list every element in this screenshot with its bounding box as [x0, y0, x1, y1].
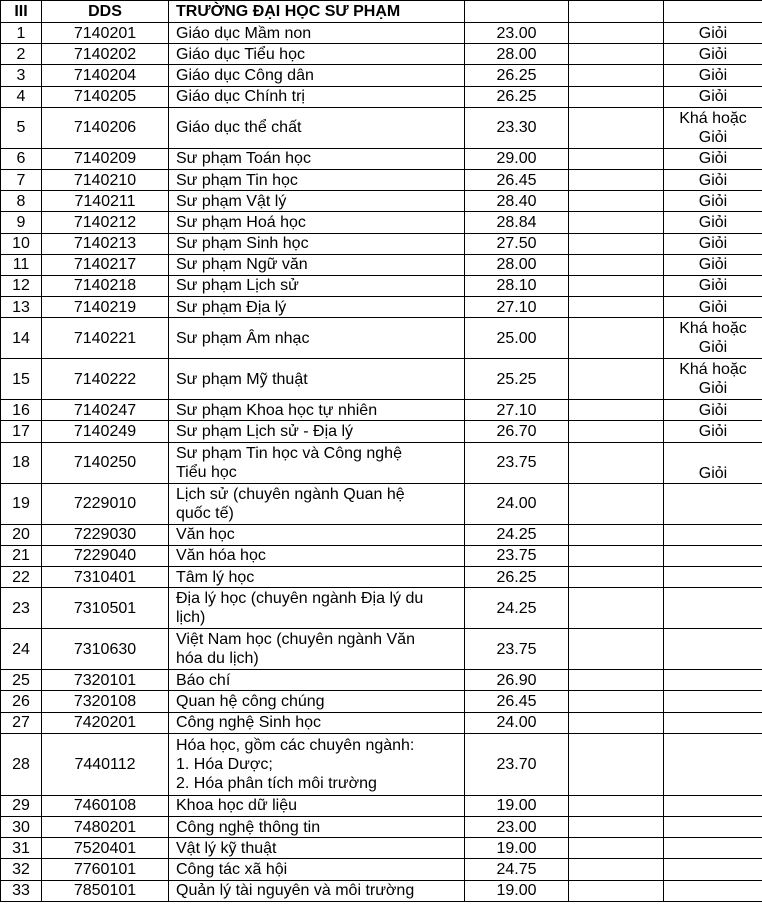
row-rank: [664, 712, 762, 733]
row-rank: [664, 691, 762, 712]
row-major-name: [169, 816, 465, 837]
row-major-name: [169, 212, 465, 233]
row-blank: [569, 442, 664, 483]
major-name-line: Sư phạm Toán học: [176, 150, 311, 168]
row-score: 28.10: [465, 275, 569, 296]
table-row: [1, 297, 762, 318]
major-name-line: Giáo dục Công dân: [176, 66, 314, 84]
row-stt: 3: [1, 65, 42, 86]
table-row: [1, 107, 762, 148]
row-major-name: [169, 545, 465, 566]
row-code: 7140218: [42, 275, 169, 296]
row-blank: [569, 191, 664, 212]
major-name-line: Sư phạm Địa lý: [176, 298, 287, 316]
row-code: 7140217: [42, 254, 169, 275]
row-code: 7140213: [42, 233, 169, 254]
row-code: 7140221: [42, 318, 169, 359]
row-rank: Giỏi: [664, 148, 762, 169]
row-code: 7140250: [42, 442, 169, 483]
table-row: [1, 233, 762, 254]
row-rank: [664, 588, 762, 629]
major-name-line: Văn hóa học: [176, 547, 266, 565]
major-name-line: Văn học: [176, 526, 235, 544]
row-blank: [569, 691, 664, 712]
major-name-line: Sư phạm Mỹ thuật: [176, 370, 308, 388]
major-name-line: Sư phạm Lịch sử: [176, 277, 299, 295]
row-code: 7760101: [42, 859, 169, 880]
table-row: [1, 86, 762, 107]
row-rank: Giỏi: [664, 400, 762, 421]
row-stt: 10: [1, 233, 42, 254]
table-row: [1, 65, 762, 86]
table-row: [1, 169, 762, 190]
row-stt: 32: [1, 859, 42, 880]
table-row: [1, 275, 762, 296]
row-blank: [569, 483, 664, 524]
row-rank: Khá hoặc Giỏi: [664, 107, 762, 148]
row-stt: 6: [1, 148, 42, 169]
row-major-name: [169, 107, 465, 148]
major-name-line: Công nghệ thông tin: [176, 818, 321, 836]
row-stt: 27: [1, 712, 42, 733]
row-score: 24.00: [465, 483, 569, 524]
row-rank: [664, 880, 762, 901]
table-row: [1, 816, 762, 837]
row-rank: [664, 629, 762, 670]
major-name-line: Việt Nam học (chuyên ngành Văn: [176, 631, 415, 649]
table-row: [1, 795, 762, 816]
row-rank: Khá hoặc Giỏi: [664, 318, 762, 359]
row-blank: [569, 23, 664, 44]
row-rank: Giỏi: [664, 86, 762, 107]
row-score: 26.90: [465, 670, 569, 691]
row-stt: 17: [1, 421, 42, 442]
major-name-line: Khoa học dữ liệu: [176, 797, 298, 815]
table-row: [1, 23, 762, 44]
row-blank: [569, 524, 664, 545]
row-rank: [664, 859, 762, 880]
row-code: 7320108: [42, 691, 169, 712]
row-stt: 15: [1, 359, 42, 400]
row-stt: 8: [1, 191, 42, 212]
row-stt: 1: [1, 23, 42, 44]
table-row: [1, 254, 762, 275]
row-score: 28.00: [465, 44, 569, 65]
major-name-line: Hóa học, gồm các chuyên ngành:: [176, 736, 415, 754]
row-major-name: [169, 795, 465, 816]
row-rank: [664, 524, 762, 545]
row-score: 23.00: [465, 23, 569, 44]
row-blank: [569, 733, 664, 795]
row-blank: [569, 86, 664, 107]
row-code: 7140249: [42, 421, 169, 442]
major-name-line: hóa du lịch): [176, 650, 259, 668]
row-stt: 25: [1, 670, 42, 691]
row-stt: 13: [1, 297, 42, 318]
row-blank: [569, 421, 664, 442]
row-major-name: [169, 65, 465, 86]
header-blank: [569, 1, 664, 23]
major-name-line: Địa lý học (chuyên ngành Địa lý du: [176, 590, 424, 608]
row-code: 7310501: [42, 588, 169, 629]
row-rank: [664, 545, 762, 566]
row-rank: Giỏi: [664, 442, 762, 483]
row-stt: 21: [1, 545, 42, 566]
row-major-name: [169, 44, 465, 65]
table-row: [1, 670, 762, 691]
row-major-name: [169, 297, 465, 318]
major-name-line: 1. Hóa Dược;: [176, 755, 273, 773]
row-code: 7420201: [42, 712, 169, 733]
row-code: 7229030: [42, 524, 169, 545]
row-score: 28.00: [465, 254, 569, 275]
row-score: 26.45: [465, 169, 569, 190]
row-major-name: [169, 400, 465, 421]
row-code: 7229010: [42, 483, 169, 524]
table-row: [1, 838, 762, 859]
row-blank: [569, 838, 664, 859]
row-major-name: [169, 670, 465, 691]
row-code: 7310630: [42, 629, 169, 670]
row-score: 26.25: [465, 86, 569, 107]
row-stt: 14: [1, 318, 42, 359]
row-stt: 30: [1, 816, 42, 837]
table-row: [1, 733, 762, 795]
table-row: [1, 567, 762, 588]
row-major-name: [169, 442, 465, 483]
row-blank: [569, 859, 664, 880]
row-score: 25.00: [465, 318, 569, 359]
row-stt: 18: [1, 442, 42, 483]
row-blank: [569, 816, 664, 837]
row-major-name: [169, 838, 465, 859]
row-rank: [664, 567, 762, 588]
row-code: 7140212: [42, 212, 169, 233]
row-major-name: [169, 254, 465, 275]
row-rank: [664, 816, 762, 837]
row-major-name: [169, 629, 465, 670]
row-code: 7480201: [42, 816, 169, 837]
row-major-name: [169, 567, 465, 588]
major-name-line: Lịch sử (chuyên ngành Quan hệ: [176, 485, 405, 503]
row-score: 24.75: [465, 859, 569, 880]
row-rank: [664, 795, 762, 816]
row-stt: 16: [1, 400, 42, 421]
row-code: 7440112: [42, 733, 169, 795]
row-blank: [569, 712, 664, 733]
row-stt: 11: [1, 254, 42, 275]
row-score: 27.10: [465, 297, 569, 318]
row-major-name: [169, 148, 465, 169]
row-major-name: [169, 191, 465, 212]
row-blank: [569, 44, 664, 65]
row-rank: Giỏi: [664, 169, 762, 190]
row-stt: 19: [1, 483, 42, 524]
table-header-row: [1, 1, 762, 23]
row-blank: [569, 148, 664, 169]
row-rank: Giỏi: [664, 44, 762, 65]
row-code: 7229040: [42, 545, 169, 566]
row-blank: [569, 629, 664, 670]
table-row: [1, 691, 762, 712]
row-stt: 4: [1, 86, 42, 107]
row-score: 23.70: [465, 733, 569, 795]
row-blank: [569, 588, 664, 629]
row-score: 25.25: [465, 359, 569, 400]
row-major-name: [169, 588, 465, 629]
row-score: 26.45: [465, 691, 569, 712]
row-major-name: [169, 524, 465, 545]
row-blank: [569, 254, 664, 275]
row-code: 7310401: [42, 567, 169, 588]
table-row: [1, 318, 762, 359]
row-stt: 7: [1, 169, 42, 190]
table-row: [1, 712, 762, 733]
table-row: [1, 524, 762, 545]
row-blank: [569, 880, 664, 901]
major-name-line: Tâm lý học: [176, 568, 255, 586]
major-name-line: Công tác xã hội: [176, 860, 288, 878]
row-rank: Giỏi: [664, 65, 762, 86]
row-blank: [569, 169, 664, 190]
row-score: 27.10: [465, 400, 569, 421]
major-name-line: Sư phạm Khoa học tự nhiên: [176, 401, 378, 419]
row-rank: Giỏi: [664, 275, 762, 296]
row-rank: Giỏi: [664, 233, 762, 254]
table-row: [1, 359, 762, 400]
row-major-name: [169, 691, 465, 712]
row-code: 7140247: [42, 400, 169, 421]
row-stt: 31: [1, 838, 42, 859]
row-stt: 2: [1, 44, 42, 65]
row-stt: 23: [1, 588, 42, 629]
row-stt: 20: [1, 524, 42, 545]
major-name-line: quốc tế): [176, 504, 234, 522]
table-row: [1, 859, 762, 880]
row-stt: 33: [1, 880, 42, 901]
header-rank: [664, 1, 762, 23]
row-blank: [569, 318, 664, 359]
header-stt: III: [1, 1, 42, 23]
row-blank: [569, 567, 664, 588]
major-name-line: Giáo dục Tiểu học: [176, 45, 305, 63]
row-blank: [569, 65, 664, 86]
major-name-line: Sư phạm Vật lý: [176, 192, 287, 210]
row-score: 26.25: [465, 65, 569, 86]
row-blank: [569, 795, 664, 816]
row-code: 7320101: [42, 670, 169, 691]
row-stt: 26: [1, 691, 42, 712]
row-score: 19.00: [465, 838, 569, 859]
row-code: 7140204: [42, 65, 169, 86]
row-code: 7140211: [42, 191, 169, 212]
row-major-name: [169, 23, 465, 44]
header-score: [465, 1, 569, 23]
row-major-name: [169, 733, 465, 795]
major-name-line: Giáo dục Chính trị: [176, 88, 305, 106]
row-code: 7140222: [42, 359, 169, 400]
row-score: 23.00: [465, 816, 569, 837]
row-score: 23.30: [465, 107, 569, 148]
row-score: 27.50: [465, 233, 569, 254]
table-row: [1, 442, 762, 483]
row-score: 23.75: [465, 629, 569, 670]
header-code: DDS: [42, 1, 169, 23]
row-code: 7140205: [42, 86, 169, 107]
major-name-line: Giáo dục Mầm non: [176, 24, 312, 42]
row-rank: Giỏi: [664, 212, 762, 233]
row-rank: Giỏi: [664, 23, 762, 44]
row-rank: [664, 733, 762, 795]
row-major-name: [169, 712, 465, 733]
row-code: 7520401: [42, 838, 169, 859]
row-blank: [569, 233, 664, 254]
row-score: 26.25: [465, 567, 569, 588]
row-rank: Giỏi: [664, 254, 762, 275]
major-name-line: Sư phạm Âm nhạc: [176, 329, 310, 347]
table-row: [1, 44, 762, 65]
table-row: [1, 483, 762, 524]
row-rank: [664, 670, 762, 691]
row-blank: [569, 670, 664, 691]
row-major-name: [169, 421, 465, 442]
row-blank: [569, 275, 664, 296]
major-name-line: Sư phạm Tin học và Công nghệ: [176, 444, 402, 462]
table-row: [1, 400, 762, 421]
table-row: [1, 212, 762, 233]
major-name-line: lịch): [176, 609, 206, 627]
major-name-line: 2. Hóa phân tích môi trường: [176, 774, 377, 792]
table-row: [1, 421, 762, 442]
row-stt: 29: [1, 795, 42, 816]
row-score: 23.75: [465, 545, 569, 566]
row-blank: [569, 297, 664, 318]
major-name-line: Công nghệ Sinh học: [176, 714, 321, 732]
row-major-name: [169, 169, 465, 190]
row-code: 7850101: [42, 880, 169, 901]
major-name-line: Sư phạm Sinh học: [176, 235, 309, 253]
major-name-line: Báo chí: [176, 671, 231, 689]
row-major-name: [169, 859, 465, 880]
row-major-name: [169, 359, 465, 400]
row-stt: 24: [1, 629, 42, 670]
row-score: 24.25: [465, 524, 569, 545]
row-score: 19.00: [465, 880, 569, 901]
row-major-name: [169, 275, 465, 296]
row-score: 29.00: [465, 148, 569, 169]
row-score: 28.40: [465, 191, 569, 212]
row-major-name: [169, 86, 465, 107]
major-name-line: Sư phạm Lịch sử - Địa lý: [176, 423, 354, 441]
table-row: [1, 629, 762, 670]
row-code: 7140206: [42, 107, 169, 148]
row-score: 24.00: [465, 712, 569, 733]
row-code: 7140210: [42, 169, 169, 190]
row-blank: [569, 359, 664, 400]
major-name-line: Quan hệ công chúng: [176, 692, 325, 710]
row-code: 7140202: [42, 44, 169, 65]
major-name-line: Quản lý tài nguyên và môi trường: [176, 882, 415, 900]
table-row: [1, 191, 762, 212]
major-name-line: Giáo dục thể chất: [176, 119, 302, 137]
major-name-line: Sư phạm Hoá học: [176, 213, 306, 231]
row-stt: 9: [1, 212, 42, 233]
major-name-line: Sư phạm Ngữ văn: [176, 256, 308, 274]
row-blank: [569, 400, 664, 421]
major-name-line: Tiểu học: [176, 463, 237, 481]
row-major-name: [169, 483, 465, 524]
row-score: 28.84: [465, 212, 569, 233]
row-blank: [569, 545, 664, 566]
major-name-line: Sư phạm Tin học: [176, 171, 298, 189]
table-row: [1, 545, 762, 566]
row-rank: [664, 838, 762, 859]
row-rank: Giỏi: [664, 297, 762, 318]
row-rank: [664, 483, 762, 524]
row-score: 23.75: [465, 442, 569, 483]
table-row: [1, 148, 762, 169]
row-code: 7140209: [42, 148, 169, 169]
row-code: 7460108: [42, 795, 169, 816]
table-row: [1, 588, 762, 629]
row-rank: Khá hoặc Giỏi: [664, 359, 762, 400]
row-rank: Giỏi: [664, 421, 762, 442]
row-major-name: [169, 880, 465, 901]
row-stt: 5: [1, 107, 42, 148]
row-stt: 22: [1, 567, 42, 588]
row-score: 19.00: [465, 795, 569, 816]
row-score: 26.70: [465, 421, 569, 442]
row-rank: Giỏi: [664, 191, 762, 212]
row-stt: 28: [1, 733, 42, 795]
header-school-name: TRƯỜNG ĐẠI HỌC SƯ PHẠM: [169, 1, 465, 23]
row-blank: [569, 107, 664, 148]
row-major-name: [169, 233, 465, 254]
row-code: 7140219: [42, 297, 169, 318]
row-major-name: [169, 318, 465, 359]
row-code: 7140201: [42, 23, 169, 44]
table-body: [1, 23, 762, 902]
row-blank: [569, 212, 664, 233]
major-name-line: Vật lý kỹ thuật: [176, 839, 277, 857]
table-row: [1, 880, 762, 901]
row-score: 24.25: [465, 588, 569, 629]
row-stt: 12: [1, 275, 42, 296]
